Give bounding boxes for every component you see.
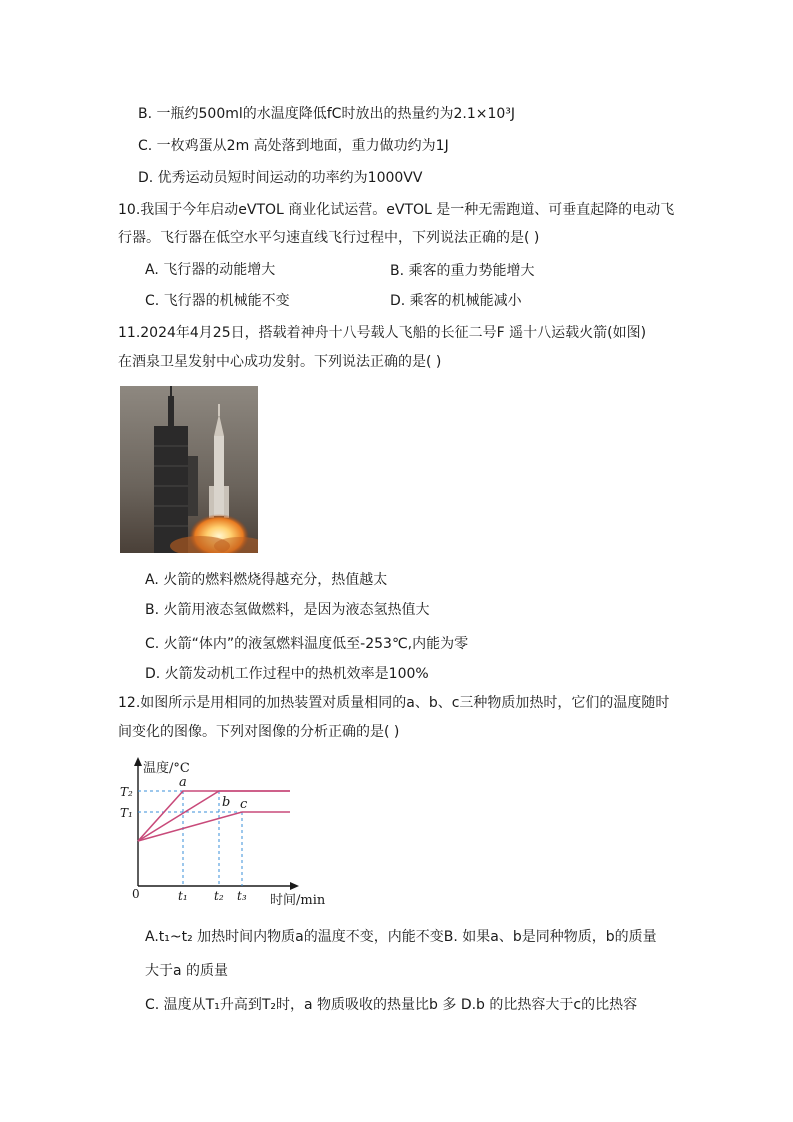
q12-option-a-line2: 大于a 的质量: [145, 963, 229, 979]
x-tick-label-t₃: t₃: [237, 889, 247, 903]
series-label-c: c: [240, 797, 248, 812]
y-tick-label-T₂: T₂: [120, 785, 133, 799]
x-axis-label: 时间/min: [270, 893, 326, 908]
q12-option-c-d: C. 温度从T₁升高到T₂时，a 物质吸收的热量比b 多 D.b 的比热容大于c的比热容: [145, 997, 638, 1013]
y-tick-label-T₁: T₁: [120, 806, 133, 820]
q9-option-d: D. 优秀运动员短时间运动的功率约为1000VV: [138, 170, 423, 186]
q11-option-c: C. 火箭“体内”的液氢燃料温度低至-253℃,内能为零: [145, 636, 469, 652]
x-axis-arrow: [290, 882, 299, 890]
temperature-time-chart: [118, 752, 340, 912]
q10-option-c: C. 飞行器的机械能不变: [145, 293, 290, 309]
q9-option-b: B. 一瓶约500ml的水温度降低fC时放出的热量约为2.1×10³J: [138, 106, 516, 122]
q10-stem-line2: 行器。飞行器在低空水平匀速直线飞行过程中，下列说法正确的是( ): [118, 230, 540, 246]
q10-option-d: D. 乘客的机械能减小: [390, 293, 522, 309]
x-tick-label-t₁: t₁: [178, 889, 188, 903]
q11-stem-line1: 11.2024年4月25日，搭载着神舟十八号载人飞船的长征二号F 遥十八运载火箭(如图): [118, 325, 647, 341]
chart-svg: [118, 752, 340, 912]
series-label-b: b: [222, 795, 231, 810]
origin-label: 0: [132, 887, 140, 901]
q10-option-b: B. 乘客的重力势能增大: [390, 263, 535, 279]
q11-option-b: B. 火箭用液态氢做燃料，是因为液态氢热值大: [145, 602, 430, 618]
q12-stem-line1: 12.如图所示是用相同的加热装置对质量相同的a、b、c三种物质加热时，它们的温度随时: [118, 695, 670, 711]
q12-stem-line2: 间变化的图像。下列对图像的分析正确的是( ): [118, 724, 400, 740]
q11-option-a: A. 火箭的燃料燃烧得越充分，热值越太: [145, 572, 388, 588]
y-axis-label: 温度/°C: [143, 761, 190, 776]
q10-stem-line1: 10.我国于今年启动eVTOL 商业化试运营。eVTOL 是一种无需跑道、可垂直起降的电动飞: [118, 202, 675, 218]
series-line-a: [138, 791, 290, 841]
y-axis-arrow: [134, 757, 142, 766]
q11-option-d: D. 火箭发动机工作过程中的热机效率是100%: [145, 666, 429, 682]
rocket-launch-photo: [120, 386, 258, 553]
q12-option-a-line1: A.t₁~t₂ 加热时间内物质a的温度不变，内能不变B. 如果a、b是同种物质，b的质量: [145, 929, 657, 945]
q11-stem-line2: 在酒泉卫星发射中心成功发射。下列说法正确的是( ): [118, 354, 442, 370]
q10-option-a: A. 飞行器的动能增大: [145, 262, 276, 278]
series-label-a: a: [179, 775, 187, 790]
x-tick-label-t₂: t₂: [214, 889, 224, 903]
q9-option-c: C. 一枚鸡蛋从2m 高处落到地面，重力做功约为1J: [138, 138, 449, 154]
